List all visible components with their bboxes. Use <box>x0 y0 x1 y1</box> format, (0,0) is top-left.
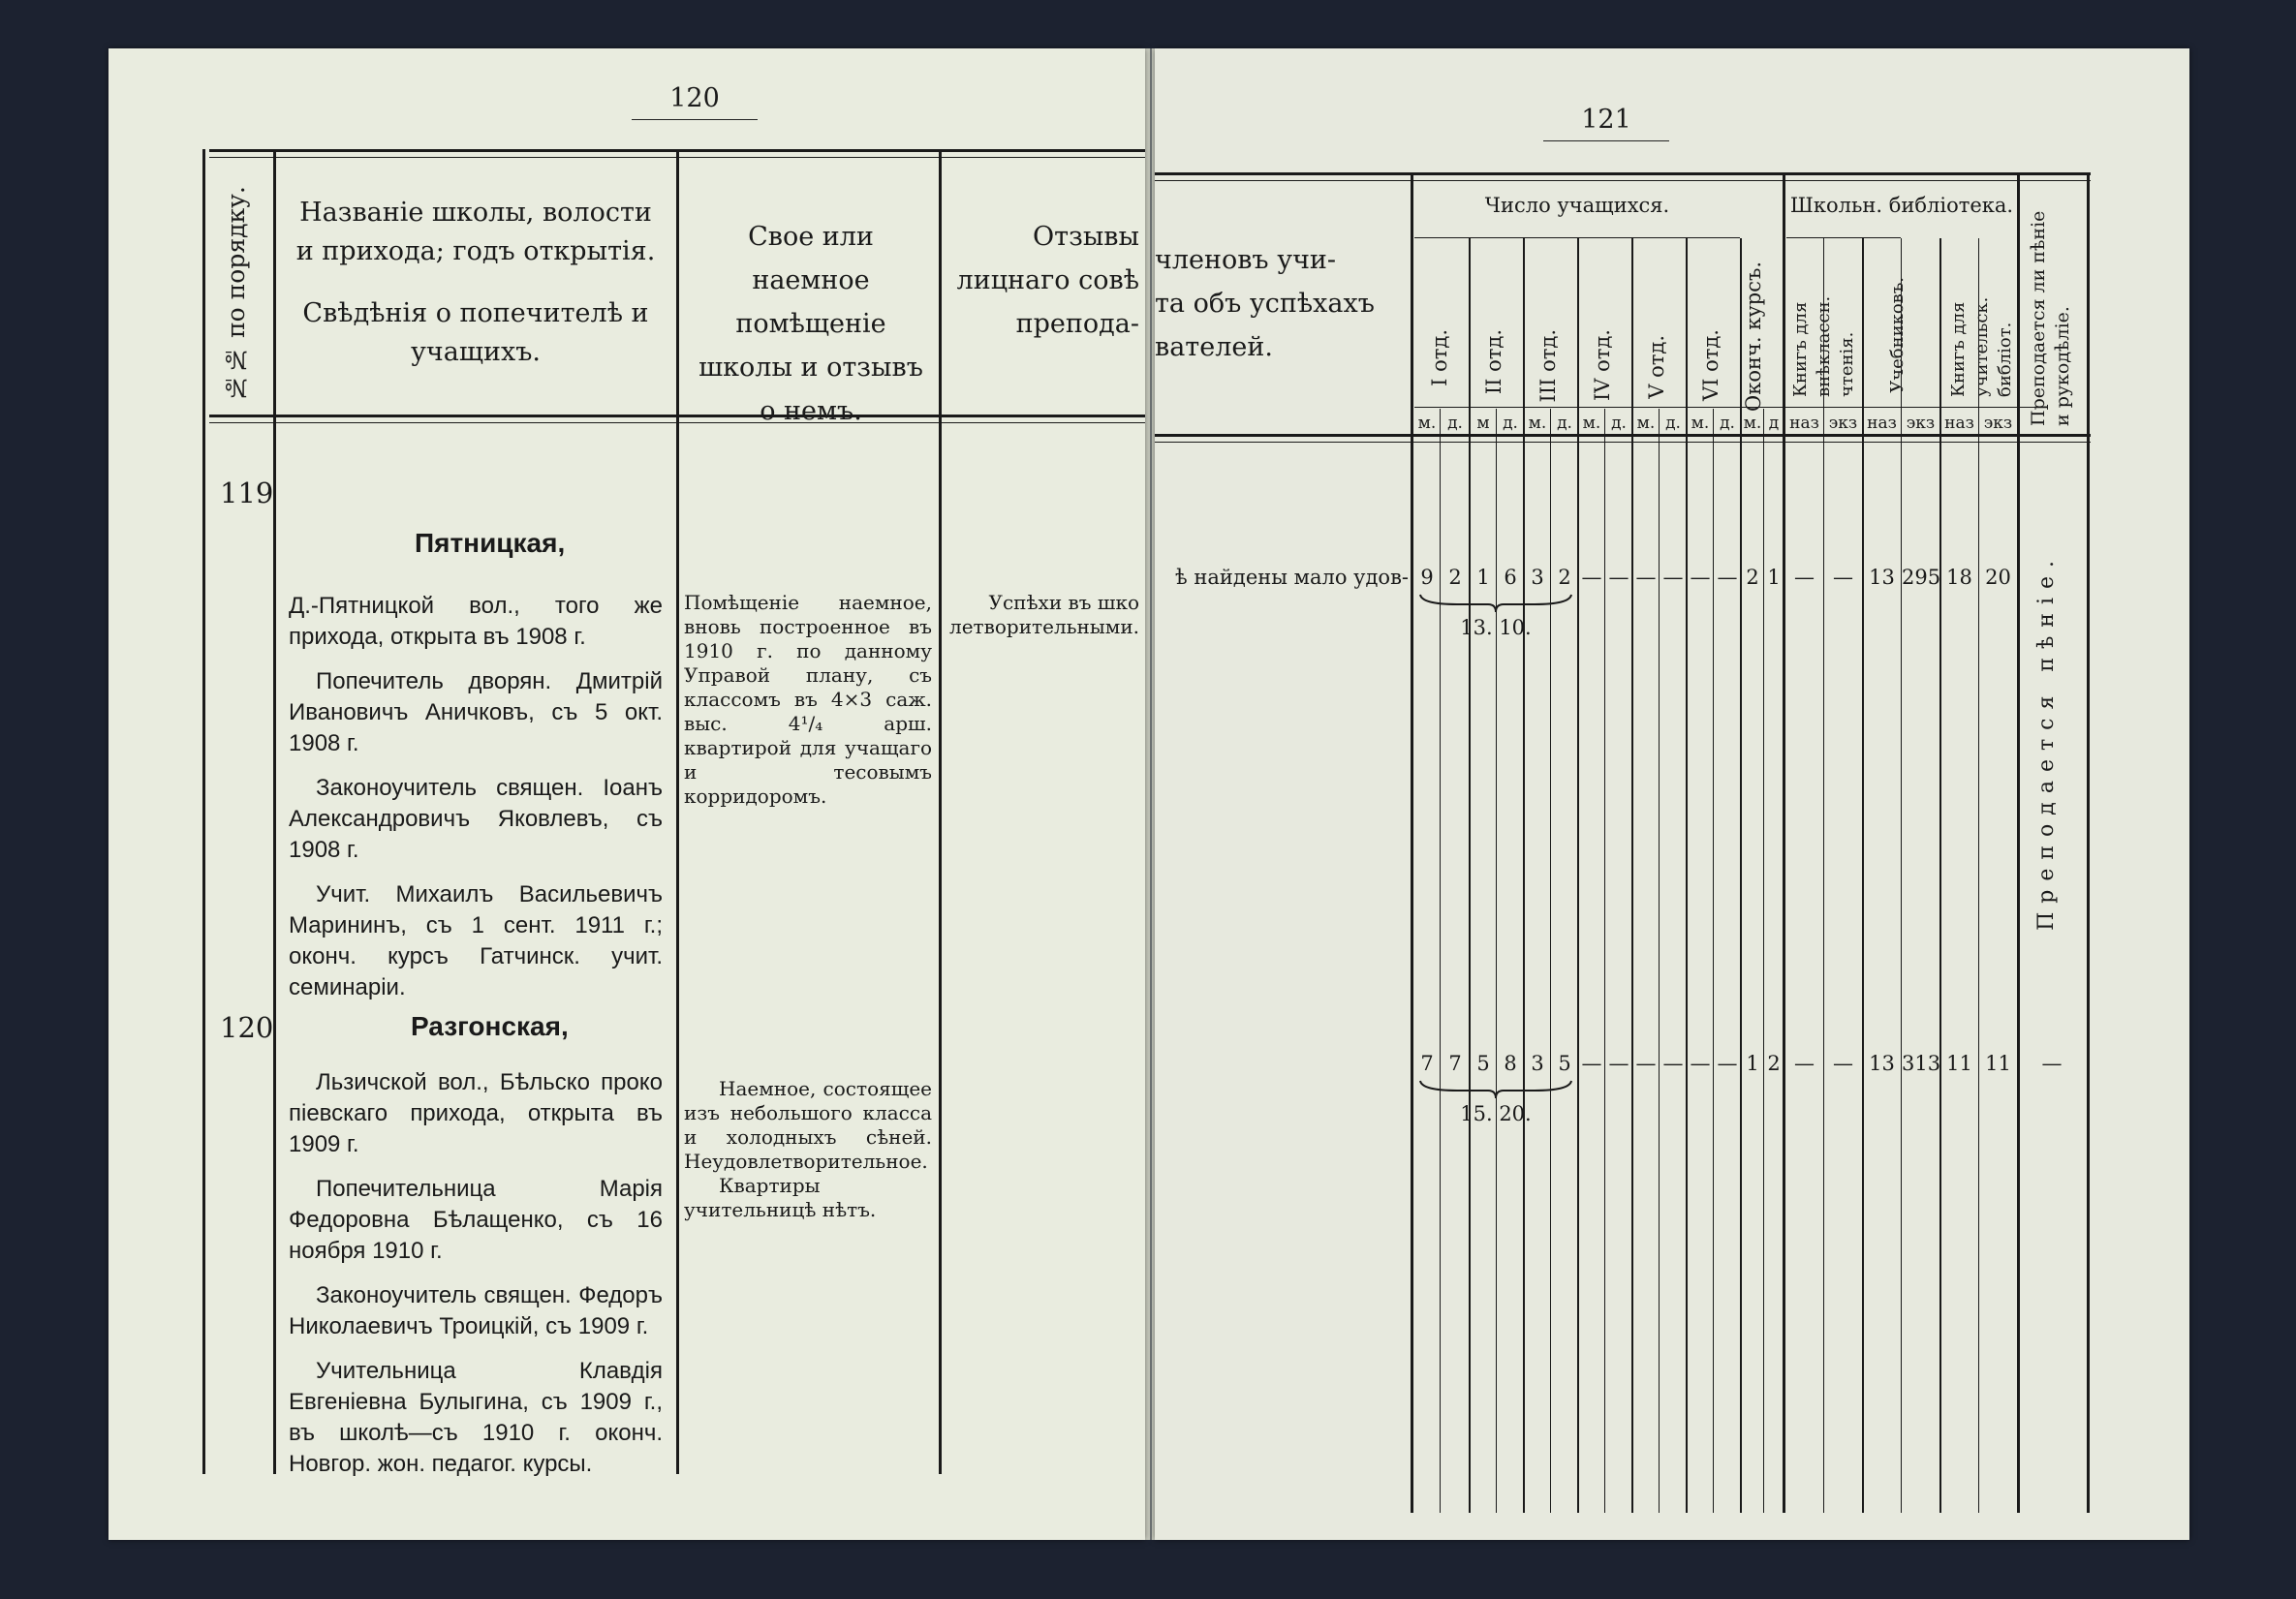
header-class: I отд. <box>1428 329 1451 386</box>
gender-label: д <box>1768 414 1780 433</box>
count-cell: — <box>1717 566 1738 589</box>
header-library-col: Книгъ для внѣклассн. чтенія. <box>1790 295 1857 397</box>
count-cell: — <box>1608 566 1629 589</box>
count-cell: 1 <box>1746 1052 1759 1075</box>
gender-label: м <box>1476 414 1490 433</box>
gender-label: д. <box>1665 414 1681 433</box>
count-cell: 7 <box>1420 1052 1434 1075</box>
library-cell: — <box>1833 1052 1853 1075</box>
totals-brace <box>1418 593 1573 614</box>
totals-text: 15. 20. <box>1460 1102 1532 1125</box>
header-students: Число учащихся. <box>1484 194 1670 217</box>
religion-teacher: Законоучитель священ. Федоръ Николаевичъ Троицкій, съ 1909 г. <box>289 1282 663 1339</box>
premises-note: Квартиры учительницѣ нѣтъ. <box>684 1174 877 1221</box>
header-line: вателей. <box>1155 332 1273 362</box>
library-cell: 13 <box>1869 1052 1895 1075</box>
count-cell: 8 <box>1504 1052 1517 1075</box>
page-number-right: 121 <box>1538 105 1674 141</box>
count-cell: — <box>1662 566 1684 589</box>
review-text-cont: ѣ найдены мало удов- <box>1175 566 1409 589</box>
library-sub-label: наз <box>1944 414 1974 433</box>
library-cell: 11 <box>1946 1052 1972 1075</box>
trustee: Попечитель дворян. Дмитрій Ивановичъ Аничковъ, съ 5 окт. 1908 г. <box>289 668 663 756</box>
count-cell: 3 <box>1531 566 1544 589</box>
row-number: 120 <box>220 1011 274 1044</box>
gender-label: м. <box>1636 414 1656 433</box>
gender-label: м. <box>1528 414 1547 433</box>
header-class: IV отд. <box>1591 329 1614 402</box>
gender-label: д. <box>1557 414 1572 433</box>
header-premises: Свое или наемное помѣщеніе школы и отзывъ о немъ. <box>698 222 923 426</box>
count-cell: 2 <box>1448 566 1462 589</box>
count-cell: — <box>1635 566 1657 589</box>
library-sub-label: наз <box>1789 414 1819 433</box>
count-cell: 5 <box>1558 1052 1571 1075</box>
count-cell: — <box>1581 1052 1602 1075</box>
review-text: Успѣхи въ шко летворительными. <box>949 591 1140 638</box>
library-cell: 313 <box>1902 1052 1941 1075</box>
count-cell: — <box>1690 1052 1711 1075</box>
count-cell: — <box>1635 1052 1657 1075</box>
library-sub-label: наз <box>1867 414 1897 433</box>
header-line: членовъ учи- <box>1155 245 1337 275</box>
library-cell: 295 <box>1902 566 1941 589</box>
teacher: Учит. Михаилъ Васильевичъ Марининъ, съ 1 сент. 1911 г.; оконч. курсъ Гатчинск. учит. семинаріи. <box>289 881 663 1000</box>
singing-value: Преподается пѣніе. <box>2034 552 2059 931</box>
library-cell: 20 <box>1985 566 2011 589</box>
premises-text <box>684 1077 932 1222</box>
count-cell: 2 <box>1746 566 1759 589</box>
header-class: VI отд. <box>1699 329 1722 402</box>
count-cell: 2 <box>1767 1052 1781 1075</box>
library-sub-label: экз <box>1983 414 2013 433</box>
school-name: Пятницкая, <box>415 528 566 558</box>
gender-label: м. <box>1582 414 1601 433</box>
library-sub-label: экз <box>1906 414 1936 433</box>
singing-value: — <box>2041 1052 2063 1075</box>
gender-label: д. <box>1503 414 1518 433</box>
count-cell: — <box>1581 566 1602 589</box>
header-singing: Преподается ли пѣніе и рукодѣліе. <box>2028 210 2073 426</box>
library-sub-label: экз <box>1828 414 1858 433</box>
header-class: III отд. <box>1536 329 1560 403</box>
count-cell: 7 <box>1448 1052 1462 1075</box>
school-details <box>289 1067 663 1493</box>
religion-teacher: Законоучитель священ. Іоанъ Александровичъ Яковлевъ, съ 1908 г. <box>289 775 663 863</box>
location: Д.-Пятницкой вол., того же прихода, открыта въ 1908 г. <box>289 593 663 650</box>
count-cell: 9 <box>1420 566 1434 589</box>
library-cell: 18 <box>1946 566 1972 589</box>
totals-text: 13. 10. <box>1460 616 1532 639</box>
count-cell: 1 <box>1767 566 1781 589</box>
header-number: №№ по порядку. <box>222 186 250 402</box>
location: Льзичской вол., Бѣльско проко піевскаго прихода, открыта въ 1909 г. <box>289 1069 663 1157</box>
premises-text: Помѣщеніе наемное, вновь построенное въ 1910 г. по данному Управой плану, съ классомъ въ 4×3 саж. выс. 4¹/₄ арш. квартирой для учащаго и тесовымъ корридоромъ. <box>684 591 932 808</box>
header-line: та объ успѣхахъ <box>1155 289 1375 319</box>
gender-label: д. <box>1720 414 1735 433</box>
library-cell: — <box>1833 566 1853 589</box>
school-details <box>289 591 663 1017</box>
count-cell: 6 <box>1504 566 1517 589</box>
header-class: V отд. <box>1645 335 1668 399</box>
page-number-left: 120 <box>627 83 762 120</box>
gender-label: м. <box>1743 414 1762 433</box>
gender-label: м. <box>1417 414 1437 433</box>
totals-brace <box>1418 1079 1573 1100</box>
teacher: Учительница Клавдія Евгеніевна Булыгина, съ 1909 г., въ школѣ—съ 1910 г. оконч. Новгор. жон. педагог. курсы. <box>289 1358 663 1477</box>
library-cell: 11 <box>1985 1052 2011 1075</box>
count-cell: — <box>1608 1052 1629 1075</box>
count-cell: — <box>1717 1052 1738 1075</box>
school-name: Разгонская, <box>411 1011 569 1041</box>
premises-note: Наемное, состоящее изъ небольшого класса и холодныхъ сѣней. Неудовлетворительное. <box>684 1077 932 1173</box>
count-cell: 2 <box>1558 566 1571 589</box>
header-library: Школьн. библіотека. <box>1789 194 2014 217</box>
count-cell: 3 <box>1531 1052 1544 1075</box>
gender-label: м. <box>1691 414 1710 433</box>
library-cell: 13 <box>1869 566 1895 589</box>
header-trustee-info: Свѣдѣнія о попечителѣ и учащихъ. <box>302 298 649 367</box>
gender-label: д. <box>1447 414 1463 433</box>
count-cell: — <box>1662 1052 1684 1075</box>
trustee: Попечительница Марія Федоровна Бѣлащенко, съ 16 ноября 1910 г. <box>289 1176 663 1264</box>
gender-label: д. <box>1611 414 1627 433</box>
header-reviews-cont <box>1155 238 1407 369</box>
header-school-name: Названіе школы, волости и прихода; годъ открытія. <box>295 198 656 266</box>
library-cell: — <box>1794 1052 1815 1075</box>
left-page <box>109 48 1145 1540</box>
header-library-col: Книгъ для учительск. библіот. <box>1948 296 2015 397</box>
count-cell: 5 <box>1476 1052 1490 1075</box>
header-class: Оконч. курсъ. <box>1742 261 1765 412</box>
library-cell: — <box>1794 566 1815 589</box>
right-page <box>1155 48 2189 1540</box>
count-cell: — <box>1690 566 1711 589</box>
row-number: 119 <box>220 477 274 509</box>
header-reviews: Отзывы лицнаго совѣ препода- <box>956 222 1139 339</box>
header-class: II отд. <box>1482 329 1505 395</box>
count-cell: 1 <box>1476 566 1490 589</box>
header-library-col: Учебниковъ. <box>1887 277 1908 393</box>
